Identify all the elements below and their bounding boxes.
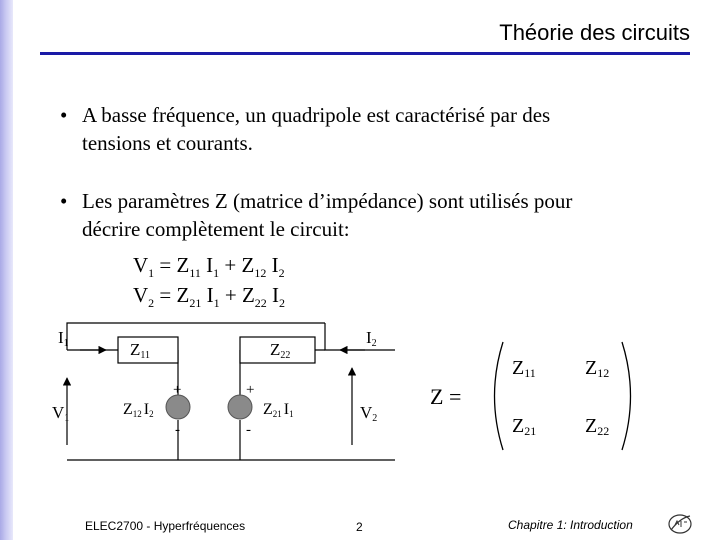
matrix-z21: Z21 [512, 415, 537, 438]
bullet-2-line-1: Les paramètres Z (matrice d’impédance) sont utilisés pour [82, 189, 573, 213]
source-2-circle [228, 395, 252, 419]
i1-label: I1 [58, 328, 69, 349]
bullet-2-line-2: décrire complètement le circuit: [82, 217, 350, 241]
matrix-z11: Z11 [512, 357, 536, 380]
bullet-1-line-1: A basse fréquence, un quadripole est caractérisé par des [82, 103, 551, 127]
matrix-right-bracket [622, 342, 631, 450]
i2-label: I2 [366, 328, 377, 349]
equation-1: $V_1 = Z_{11}$ $I_1 + Z_{12}$ $I_2$ [133, 253, 285, 281]
source-2-plus: + [246, 382, 255, 398]
source-2-minus: - [246, 422, 251, 438]
footer-course: ELEC2700 - Hyperfréquences [85, 519, 246, 533]
matrix-label: Z = [430, 384, 462, 409]
footer-page-number: 2 [356, 520, 363, 534]
page-title: Théorie des circuits [499, 20, 690, 45]
matrix-z22: Z22 [585, 415, 610, 438]
source-1-plus: + [173, 382, 182, 398]
wire-top-right [325, 323, 395, 350]
matrix-left-bracket [495, 342, 504, 450]
z22-label: Z22 [270, 340, 291, 361]
source-1-minus: - [175, 422, 180, 438]
university-logo-icon [667, 512, 693, 536]
z11-label: Z11 [130, 340, 151, 361]
bullet-dot: • [60, 103, 68, 127]
source-1-circle [166, 395, 190, 419]
footer-chapter: Chapitre 1: Introduction [508, 518, 633, 532]
bullet-dot: • [60, 189, 68, 213]
matrix-z12: Z12 [585, 357, 610, 380]
v2-label: V2 [360, 403, 378, 424]
equation-2: $V_2 = Z_{21}$ $I_1 + Z_{22}$ $I_2$ [133, 283, 286, 311]
source-2-label: Z21 I1 [263, 401, 294, 419]
v1-label: V1 [52, 403, 70, 424]
bullet-1-line-2: tensions et courants. [82, 131, 253, 155]
source-1-label: Z12 I2 [123, 401, 154, 419]
